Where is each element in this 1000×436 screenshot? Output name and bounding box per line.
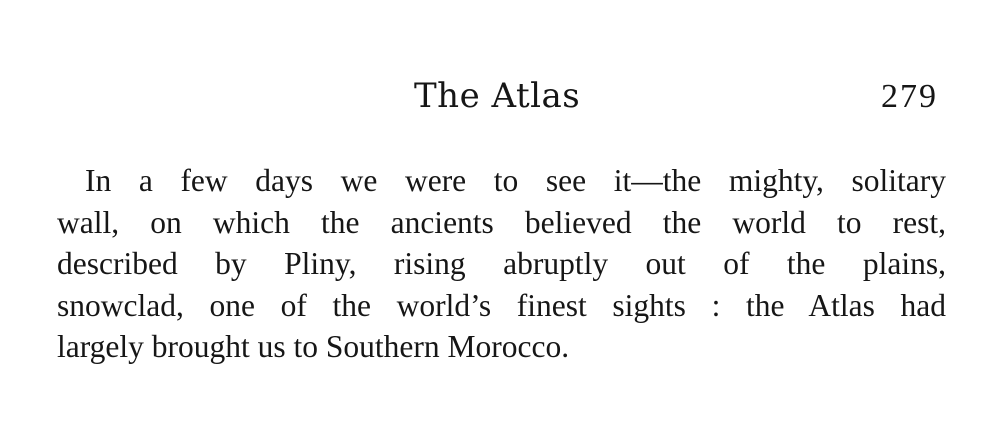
text-line: wall, on which the ancients believed the world to rest, [57,204,946,240]
running-head [0,76,1000,126]
text-line: largely brought us to Southern Morocco. [57,329,570,364]
text-line: snowclad, one of the world’s finest sights : the Atlas had [57,287,946,323]
page-number: 279 [881,78,938,115]
chapter-title: The Atlas [414,76,581,116]
text-line: In a few days we were to see it—the mighty, solitary [85,163,946,198]
text-line: described by Pliny, rising abruptly out of the plains, [57,246,946,281]
body-paragraph [57,160,946,368]
